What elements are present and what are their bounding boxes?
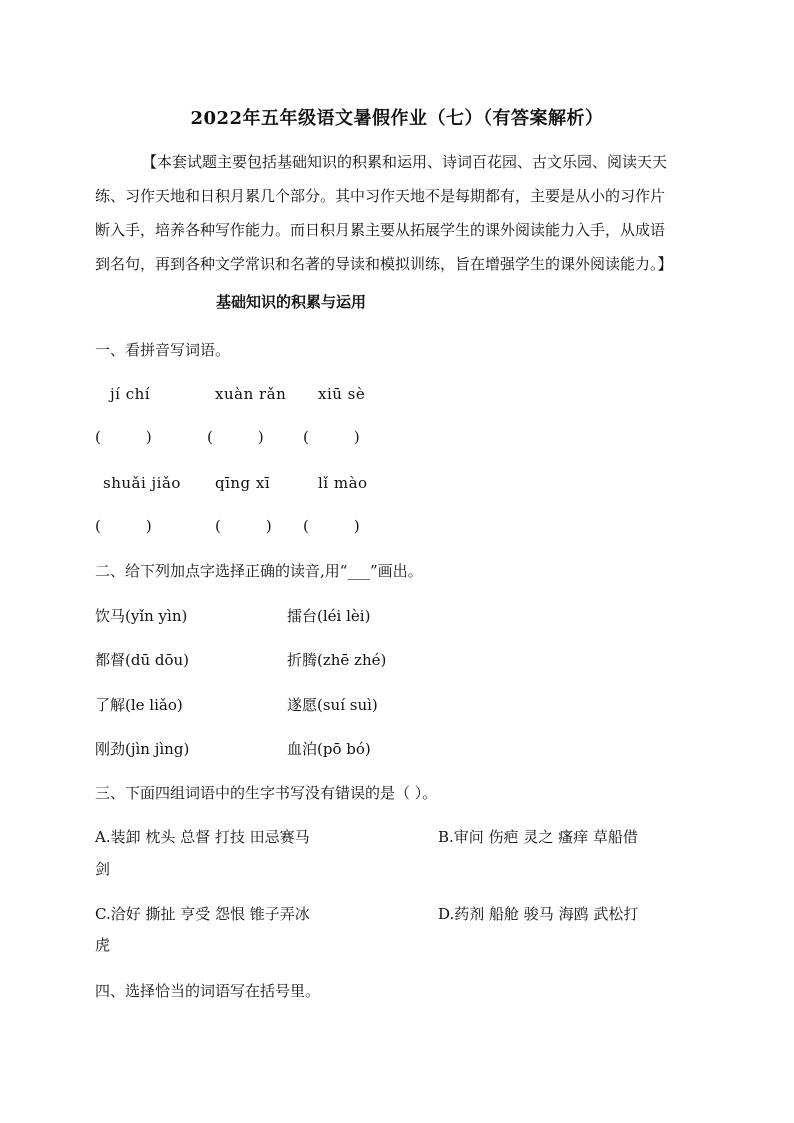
reading-choice[interactable]: 刚劲(jìn jìng) bbox=[95, 740, 190, 758]
question-2-prompt: 二、给下列加点字选择正确的读音,用“___”画出。 bbox=[95, 562, 423, 580]
reading-choice[interactable]: 折腾(zhē zhé) bbox=[287, 651, 387, 669]
answer-bracket[interactable]: ( ) bbox=[215, 517, 272, 535]
pinyin: shuǎi jiǎo bbox=[103, 474, 181, 492]
pinyin: xiū sè bbox=[318, 385, 366, 403]
question-4-prompt: 四、选择恰当的词语写在括号里。 bbox=[95, 982, 321, 1000]
option-a[interactable]: A.装卸 枕头 总督 打技 田忌赛马 bbox=[95, 828, 310, 846]
section-heading: 基础知识的积累与运用 bbox=[216, 293, 367, 311]
option-wrap: 剑 bbox=[95, 860, 111, 878]
intro-line: 【本套试题主要包括基础知识的积累和运用、诗词百花园、古文乐园、阅读天天 bbox=[142, 153, 668, 171]
answer-bracket[interactable]: ( ) bbox=[303, 428, 360, 446]
document-title: 2022年五年级语文暑假作业（七）（有答案解析） bbox=[190, 108, 604, 129]
answer-bracket[interactable]: ( ) bbox=[95, 428, 152, 446]
answer-bracket[interactable]: ( ) bbox=[95, 517, 152, 535]
pinyin: qīng xī bbox=[215, 474, 271, 492]
reading-choice[interactable]: 了解(le liǎo) bbox=[95, 696, 183, 714]
answer-bracket[interactable]: ( ) bbox=[207, 428, 264, 446]
reading-choice[interactable]: 都督(dū dōu) bbox=[95, 651, 190, 669]
question-1-prompt: 一、看拼音写词语。 bbox=[95, 341, 231, 359]
pinyin: jí chí bbox=[110, 385, 151, 403]
reading-choice[interactable]: 擂台(léi lèi) bbox=[287, 607, 371, 625]
option-wrap: 虎 bbox=[95, 936, 111, 954]
option-d[interactable]: D.药剂 船舱 骏马 海鸥 武松打 bbox=[438, 905, 639, 923]
intro-line: 练、习作天地和日积月累几个部分。其中习作天地不是每期都有，主要是从小的习作片 bbox=[95, 187, 666, 205]
option-c[interactable]: C.洽好 撕扯 亨受 怨恨 锥子弄冰 bbox=[95, 905, 310, 923]
pinyin: lǐ mào bbox=[318, 474, 368, 492]
reading-choice[interactable]: 血泊(pō bó) bbox=[287, 740, 371, 758]
intro-line: 到名句，再到各种文学常识和名著的导读和模拟训练，旨在增强学生的课外阅读能力。】 bbox=[95, 255, 673, 273]
option-b[interactable]: B.审问 伤疤 灵之 瘙痒 草船借 bbox=[438, 828, 638, 846]
reading-choice[interactable]: 遂愿(suí suì) bbox=[287, 696, 378, 714]
intro-line: 断入手，培养各种写作能力。而日积月累主要从拓展学生的课外阅读能力入手，从成语 bbox=[95, 221, 666, 239]
question-3-prompt: 三、下面四组词语中的生字书写没有错误的是（ ）。 bbox=[95, 784, 438, 802]
answer-bracket[interactable]: ( ) bbox=[303, 517, 360, 535]
pinyin: xuàn rǎn bbox=[215, 385, 287, 403]
reading-choice[interactable]: 饮马(yǐn yìn) bbox=[95, 607, 188, 625]
